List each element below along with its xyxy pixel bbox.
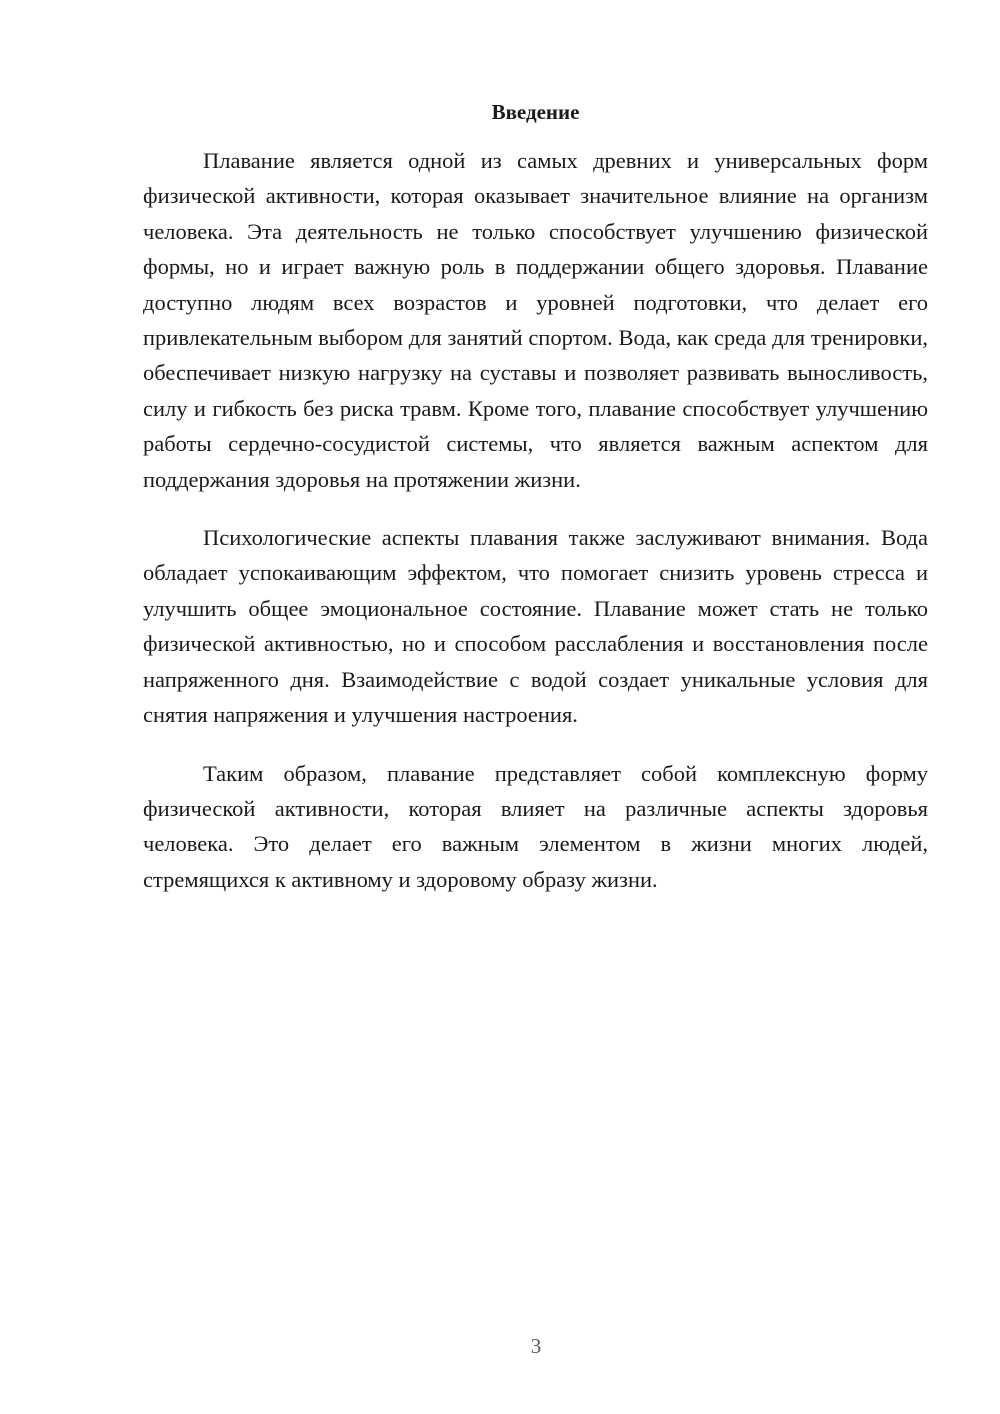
paragraph-3: Таким образом, плавание представляет собой комплексную форму физической активности, которая влияет на различные аспекты здоровья человека. Это делает его важным элементом в жизни многих людей, стремящихся к активному и здоровому образу жизни. <box>143 760 928 892</box>
section-title: Введение <box>491 100 580 124</box>
paragraph-1: Плавание является одной из самых древних и универсальных форм физической активности, которая оказывает значительное влияние на организм человека. Эта деятельность не только способствует улучшению физической формы, но и играет важную роль в поддержании общего здоровья. Плавание доступно людям всех возрастов и уровней подготовки, что делает его привлекательным выбором для занятий спортом. Вода, как среда для тренировки, обеспечивает низкую нагрузку на суставы и позволяет развивать выносливость, силу и гибкость без риска травм. Кроме того, плавание способствует улучшению работы сердечно-сосудистой системы, что является важным аспектом для поддержания здоровья на протяжении жизни. <box>143 148 928 492</box>
paragraph-2: Психологические аспекты плавания также заслуживают внимания. Вода обладает успокаивающим эффектом, что помогает снизить уровень стресса и улучшить общее эмоциональное состояние. Плавание может стать не только физической активностью, но и способом расслабления и восстановления после напряженного дня. Взаимодействие с водой создает уникальные условия для снятия напряжения и улучшения настроения. <box>143 525 928 728</box>
page-number: 3 <box>530 1334 542 1358</box>
body-text <box>143 143 928 920</box>
